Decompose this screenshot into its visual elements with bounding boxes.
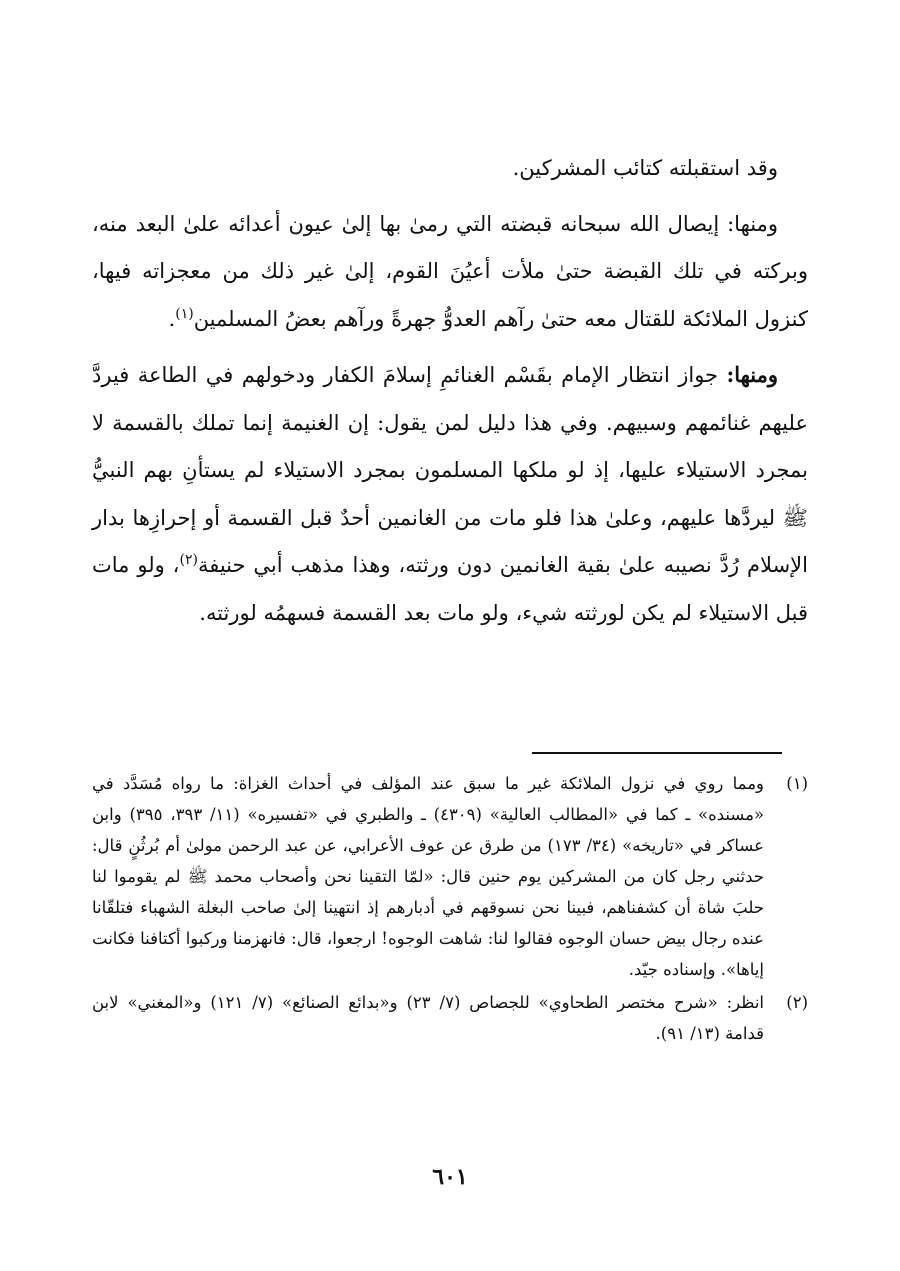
- main-text: [92, 145, 808, 645]
- footnotes: [92, 768, 808, 1051]
- paragraph-3-tail: ، ولو مات قبل الاستيلاء لم يكن لورثته شيء، ولو مات بعد القسمة فسهمُه لورثته.: [92, 553, 808, 625]
- paragraph-3: [92, 351, 808, 637]
- footnote-ref-2[interactable]: (٢): [179, 552, 198, 568]
- footnote-ref-1[interactable]: (١): [175, 305, 194, 322]
- paragraph-1: [92, 145, 808, 193]
- paragraph-2-tail: .: [168, 306, 176, 331]
- footnote-1-text: ومما روي في نزول الملائكة غير ما سبق عند المؤلف في أحداث الغزاة: ما رواه مُسَدَّد في «مسنده» ـ كما في «المطالب العالية» (٤٣٠٩) ـ والطبري في «تفسيره» (١١/ ٣٩٣، ٣٩٥) وابن عساكر في «تاريخه» (٣٤/ ١٧٣) من طرق عن عوف الأعرابي، عن عبد الرحمن مولىٰ أم بُرثُنٍ قال: حدثني رجل كان من المشركين يوم حنين قال: «لمّا التقينا نحن وأصحاب محمد ﷺ لم يقوموا لنا حلبَ شاة أن كشفناهم، فبينا نحن نسوقهم في أدبارهم إذ انتهينا إلىٰ صاحب البغلة الشهباء فتلقّانا عنده رجال بيض حسان الوجوه فقالوا لنا: شاهت الوجوه! ارجعوا، قال: فانهزمنا وركبوا أكتافنا فكانت إياها». وإسناده جيّد.: [92, 774, 765, 979]
- footnote-divider: [532, 752, 782, 754]
- paragraph-2-text: ومنها: إيصال الله سبحانه قبضته التي رمىٰ بها إلىٰ عيون أعدائه علىٰ البعد منه، وبركته في تلك القبضة حتىٰ ملأت أعيُنَ القوم، إلىٰ غير ذلك من معجزاته فيها، كنزول الملائكة للقتال معه حتىٰ رآهم العدوُّ جهرةً ورآهم بعضُ المسلمين: [92, 211, 808, 331]
- paragraph-3-lead: ومنها:: [726, 362, 778, 387]
- footnote-2-number: (٢): [786, 993, 808, 1012]
- paragraph-1-text: وقد استقبلته كتائب المشركين.: [512, 156, 778, 180]
- page-number: ٦٠١: [432, 1164, 468, 1190]
- footnote-1-number: (١): [786, 774, 808, 793]
- footnote-2: [92, 987, 808, 1049]
- paragraph-3-text: جواز انتظار الإمام بقَسْم الغنائمِ إسلامَ الكفار ودخولهم في الطاعة فيردَّ عليهم غنائمهم وسبيهم. وفي هذا دليل لمن يقول: إن الغنيمة إنما تملك بالقسمة لا بمجرد الاستيلاء عليها، إذ لو ملكها المسلمون بمجرد الاستيلاء لم يستأنِ بهم النبيُّ ﷺ ليردَّها عليهم، وعلىٰ هذا فلو مات من الغانمين أحدٌ قبل القسمة أو إحرازِها بدار الإسلام رُدَّ نصيبه علىٰ بقية الغانمين دون ورثته، وهذا مذهب أبي حنيفة: [92, 363, 808, 577]
- footnote-2-text: انظر: «شرح مختصر الطحاوي» للجصاص (٧/ ٢٣) و«بدائع الصنائع» (٧/ ١٢١) و«المغني» لابن قدامة (١٣/ ٩١).: [92, 993, 764, 1043]
- paragraph-2: [92, 201, 808, 344]
- footnote-1: [92, 768, 808, 985]
